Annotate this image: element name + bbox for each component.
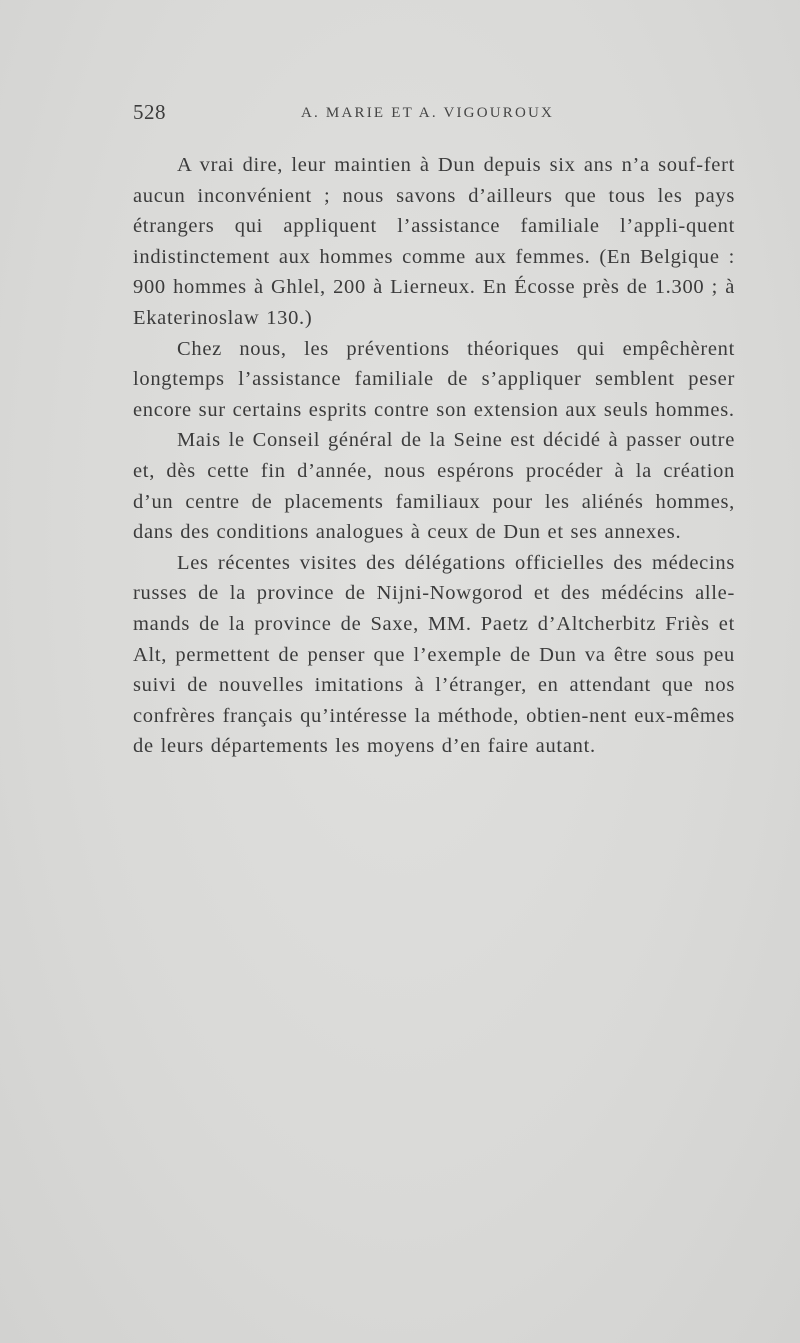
paragraph-2: Chez nous, les préventions théoriques qui empêchèrent longtemps l’assistance familiale de s’appliquer semblent peser encore sur certains esprits contre son extension aux seuls hommes. (133, 337, 735, 421)
page-number: 528 (133, 100, 166, 124)
running-title: A. MARIE ET A. VIGOUROUX (301, 105, 555, 121)
paragraph-1: A vrai dire, leur maintien à Dun depuis six ans n’a souf-fert aucun inconvénient ; nous savons d’ailleurs que tous les pays étrangers qui appliquent l’assistance familiale l’appli-quent indistinctement aux hommes comme aux femmes. (En Belgique : 900 hommes à Ghlel, 200 à Lierneux. En Écosse près de 1.300 ; à Ekaterinoslaw 130.) (133, 154, 735, 329)
page-header (133, 100, 735, 128)
paragraph-4: Les récentes visites des délégations officielles des médecins russes de la province de Nijni-Nowgorod et des médécins alle-mands de la province de Saxe, MM. Paetz d’Altcherbitz Friès et Alt, permettent de penser que l’exemple de Dun va être sous peu suivi de nouvelles imitations à l’étranger, en attendant que nos confrères français qu’intéresse la méthode, obtien-nent eux-mêmes de leurs départements les moyens d’en faire autant. (133, 551, 735, 758)
body-text (133, 150, 735, 762)
paragraph-3: Mais le Conseil général de la Seine est décidé à passer outre et, dès cette fin d’année, nous espérons procéder à la création d’un centre de placements familiaux pour les aliénés hommes, dans des conditions analogues à ceux de Dun et ses annexes. (133, 429, 735, 544)
